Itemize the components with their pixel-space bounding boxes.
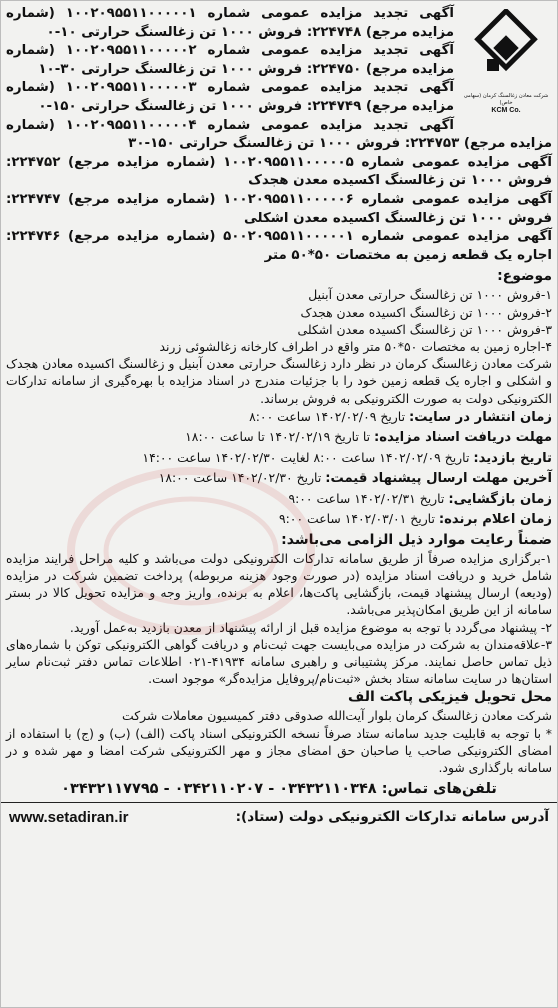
- schedule: [6, 407, 552, 530]
- ad-line: آگهی تجدید مزایده عمومی شماره ۱۰۰۲۰۹۵۵۱۱۰۰۰۰۰۴ (شماره مزایده مرجع) ۲۲۴۷۵۳: فروش ۱۰۰۰ تن زغالسنگ حرارتی ۱۵۰-۳۰: [6, 117, 552, 152]
- date-label: زمان بازگشایی:: [448, 491, 552, 507]
- date-value: تاریخ ۱۴۰۲/۰۲/۰۹ ساعت ۸:۰۰ لغایت ۱۴۰۲/۰۲/۳۰ ساعت ۱۴:۰۰: [142, 449, 470, 465]
- delivery-note: * با توجه به قابلیت جدید سامانه ستاد صرفاً نسخه الکترونیکی اسناد پاکت (الف) (ب) و (ج) با استفاده از امضای الکترونیکی صاحب یا صاحبان حق امضای مجاز و مهر الکترونیکی شرکت امضا و مهر شده و در سامانه بارگذاری شود.: [6, 725, 552, 775]
- footer-bar: [1, 802, 557, 831]
- ad-line: آگهی مزایده عمومی شماره ۱۰۰۲۰۹۵۵۱۱۰۰۰۰۰۶ (شماره مزایده مرجع) ۲۲۴۷۴۷: فروش ۱۰۰۰ تن زغالسنگ اکسیده معدن اشکلی: [6, 191, 552, 226]
- ad-line: آگهی تجدید مزایده عمومی شماره ۱۰۰۲۰۹۵۵۱۱۰۰۰۰۰۲ (شماره مزایده مرجع) ۲۲۴۷۵۰: فروش ۱۰۰۰ تن زغالسنگ حرارتی ۳۰-۱۰: [6, 43, 454, 77]
- delivery-heading: محل تحویل فیزیکی پاکت الف: [348, 689, 552, 706]
- requirements-heading: ضمناً رعایت موارد ذیل الزامی می‌باشد:: [281, 531, 552, 548]
- subject-item: ۲-فروش ۱۰۰۰ تن زغالسنگ اکسیده معدن هجدک: [300, 304, 552, 320]
- delivery-address: شرکت معادن زغالسنگ کرمان بلوار آیت‌الله صدوقی دفتر کمیسیون معاملات شرکت: [122, 708, 552, 724]
- kcm-logo-icon: [473, 9, 539, 91]
- footer-label: آدرس سامانه تدارکات الکترونیکی دولت (ستاد):: [235, 809, 549, 826]
- date-row: [6, 489, 552, 510]
- company-logo: [460, 5, 552, 123]
- logo-caption-en: KCM Co.: [491, 107, 521, 114]
- date-row: [6, 407, 552, 428]
- date-label: تاریخ بازدید:: [473, 450, 552, 466]
- date-row: [6, 448, 552, 469]
- date-label: زمان اعلام برنده:: [438, 512, 552, 528]
- date-row: [6, 427, 552, 448]
- ad-line: آگهی مزایده عمومی شماره ۱۰۰۲۰۹۵۵۱۱۰۰۰۰۰۵ (شماره مزایده مرجع) ۲۲۴۷۵۲: فروش ۱۰۰۰ تن زغالسنگ اکسیده معدن هجدک: [6, 154, 552, 189]
- notice-header: [6, 5, 552, 265]
- subject-item: ۳-فروش ۱۰۰۰ تن زغالسنگ اکسیده معدن اشکلی: [297, 321, 552, 337]
- date-value: تاریخ ۱۴۰۲/۰۳/۰۱ ساعت ۹:۰۰: [278, 511, 435, 527]
- date-value: تاریخ ۱۴۰۲/۰۲/۳۰ ساعت ۱۸:۰۰: [158, 470, 322, 486]
- date-value: تاریخ ۱۴۰۲/۰۲/۳۱ ساعت ۹:۰۰: [288, 490, 445, 506]
- ad-line: آگهی تجدید مزایده عمومی شماره ۱۰۰۲۰۹۵۵۱۱۰۰۰۰۰۱ (شماره مزایده مرجع) ۲۲۴۷۴۸: فروش ۱۰۰۰ تن زغالسنگ حرارتی ۱۰-۰: [6, 6, 454, 40]
- subject-item: ۱-فروش ۱۰۰۰ تن زغالسنگ حرارتی معدن آبنیل: [308, 287, 552, 303]
- contact-phones: تلفن‌های تماس: ۰۳۴۳۲۱۱۰۳۴۸ - ۰۳۴۲۱۱۰۲۰۷ - ۰۳۴۳۲۱۱۷۷۹۵: [61, 781, 497, 798]
- requirement-item: ۱-برگزاری مزایده صرفاً از طریق سامانه تدارکات الکترونیکی دولت می‌باشد و کلیه مراحل فرایند مزایده شامل خرید و دریافت اسناد مزایده (در صورت وجود هزینه مربوطه) پرداخت تضمین شرکت در مزایده (ودیعه) ارسال پیشنهاد قیمت، بازگشایی پاکت‌ها، اعلام به برنده، واریز وجه و مزایده تحویل کالا در بستر سامانه از این طریق امکان‌پذیر می‌باشد.: [6, 550, 552, 618]
- setad-website-link[interactable]: www.setadiran.ir: [9, 808, 129, 826]
- date-label: مهلت دریافت اسناد مزایده:: [374, 430, 552, 446]
- date-value: تاریخ ۱۴۰۲/۰۲/۰۹ ساعت ۸:۰۰: [249, 408, 406, 424]
- subject-heading: موضوع:: [497, 268, 552, 285]
- date-value: تا تاریخ ۱۴۰۲/۰۲/۱۹ تا ساعت ۱۸:۰۰: [185, 429, 371, 445]
- date-label: زمان انتشار در سایت:: [408, 409, 552, 425]
- requirement-item: ۳-علاقه‌مندان به شرکت در مزایده می‌بایست جهت ثبت‌نام و دریافت گواهی الکترونیکی توکن با شماره‌های ذیل تماس حاصل نمایند. مرکز پشتیبانی و راهبری سامانه ۴۱۹۳۴-۰۲۱ اطلاعات تماس دفتر ثبت‌نام سایر استان‌ها در سایت سامانه ستاد بخش «ثبت‌نام/پروفایل مزایده‌گر» موجود است.: [6, 636, 552, 687]
- date-row: [6, 468, 552, 489]
- date-row: [6, 509, 552, 530]
- logo-caption-fa: شرکت معادن زغالسنگ کرمان (سهامی خاص): [463, 93, 549, 106]
- subject-item: ۴-اجاره زمین به مختصات ۵۰*۵۰ متر واقع در اطراف کارخانه زغالشوئی زرند: [159, 338, 552, 354]
- ad-line: آگهی مزایده عمومی شماره ۵۰۰۲۰۹۵۵۱۱۰۰۰۰۰۱ (شماره مزایده مرجع) ۲۲۴۷۴۶: اجاره یک قطعه زمین به مختصات ۵۰*۵۰ متر: [6, 229, 552, 263]
- ad-line: آگهی تجدید مزایده عمومی شماره ۱۰۰۲۰۹۵۵۱۱۰۰۰۰۰۳ (شماره مزایده مرجع) ۲۲۴۷۴۹: فروش ۱۰۰۰ تن زغالسنگ حرارتی ۱۵۰-۰: [6, 80, 454, 114]
- date-label: آخرین مهلت ارسال پیشنهاد قیمت:: [325, 471, 552, 487]
- requirement-item: ۲- پیشنهاد می‌گردد با توجه به موضوع مزایده قبل از ارائه پیشنهاد از معدن بازدید به‌عمل آورید.: [69, 619, 552, 635]
- intro-paragraph: شرکت معادن زغالسنگ کرمان در نظر دارد زغالسنگ حرارتی معدن آبنیل و زغالسنگ اکسیده معادن هجدک و اشکلی و اجاره یک قطعه زمین خود را با جزئیات مندرج در اسناد مزایده با بهره‌گیری از سامانه تدارکات الکترونیکی دولت به صورت الکترونیکی به فروش برساند.: [6, 356, 552, 406]
